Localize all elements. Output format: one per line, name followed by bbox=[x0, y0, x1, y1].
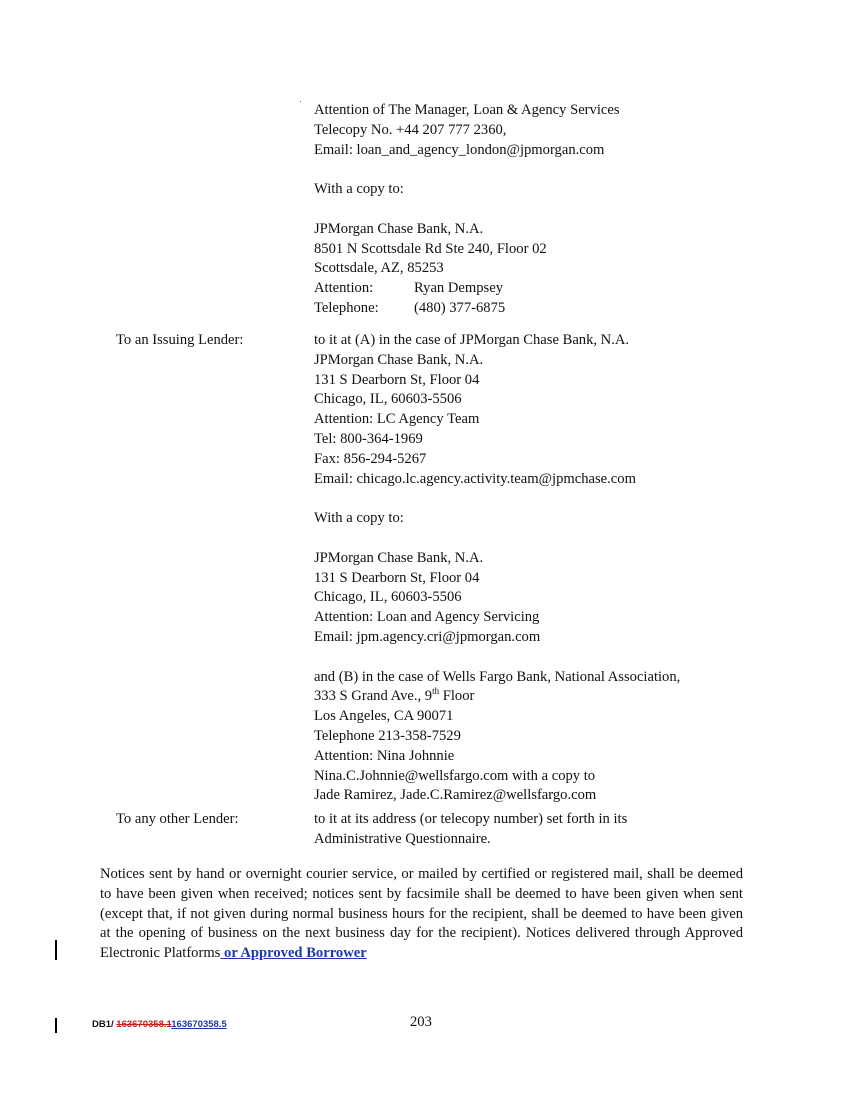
address-floor: Floor bbox=[439, 688, 475, 705]
issuing-copy-line: JPMorgan Chase Bank, N.A. bbox=[314, 549, 484, 566]
issuing-copy-line: 131 S Dearborn St, Floor 04 bbox=[314, 569, 480, 586]
agent-line: Email: loan_and_agency_london@jpmorgan.com bbox=[314, 141, 605, 158]
attention-label: Attention: bbox=[314, 280, 374, 297]
agent-copy-line: Scottsdale, AZ, 85253 bbox=[314, 260, 444, 277]
wells-fargo-line: Los Angeles, CA 90071 bbox=[314, 708, 454, 725]
agent-copy-line: 8501 N Scottsdale Rd Ste 240, Floor 02 bbox=[314, 240, 547, 257]
other-lender-line: to it at its address (or telecopy number) set forth in its bbox=[314, 811, 628, 827]
issuing-line: 131 S Dearborn St, Floor 04 bbox=[314, 371, 480, 388]
agent-address-block bbox=[314, 101, 784, 319]
wells-fargo-line: Jade Ramirez, Jade.C.Ramirez@wellsfargo.com bbox=[314, 787, 597, 804]
other-lender-label: To any other Lender: bbox=[116, 811, 239, 827]
issuing-lender-block bbox=[314, 331, 784, 806]
issuing-copy-line: Attention: Loan and Agency Servicing bbox=[314, 609, 540, 626]
issuing-lender-label: To an Issuing Lender: bbox=[116, 332, 244, 348]
issuing-line: JPMorgan Chase Bank, N.A. bbox=[314, 351, 484, 368]
wells-fargo-line: Telephone 213-358-7529 bbox=[314, 727, 461, 744]
issuing-copy-line: Email: jpm.agency.cri@jpmorgan.com bbox=[314, 628, 541, 645]
agent-line: Telecopy No. +44 207 777 2360, bbox=[314, 121, 507, 138]
issuing-line: Email: chicago.lc.agency.activity.team@jpmchase.com bbox=[314, 470, 636, 487]
issuing-line: to it at (A) in the case of JPMorgan Chase Bank, N.A. bbox=[314, 332, 630, 348]
agent-copy-to: With a copy to: bbox=[314, 181, 404, 198]
change-bar bbox=[55, 1018, 57, 1033]
address-street: 333 S Grand Ave., 9 bbox=[314, 688, 433, 705]
page-number: 203 bbox=[410, 1014, 432, 1030]
issuing-line: Attention: LC Agency Team bbox=[314, 411, 480, 428]
agent-copy-line: JPMorgan Chase Bank, N.A. bbox=[314, 220, 484, 237]
inserted-doc-id: 163670358.5 bbox=[171, 1019, 227, 1030]
inserted-text: or Approved Borrower bbox=[220, 945, 367, 962]
telephone-label: Telephone: bbox=[314, 299, 379, 316]
deleted-doc-id: 163670358.1 bbox=[116, 1019, 172, 1030]
agent-telephone-line bbox=[314, 299, 784, 319]
document-id bbox=[92, 1019, 227, 1030]
agent-attention-line bbox=[314, 279, 784, 299]
issuing-copy-to: With a copy to: bbox=[314, 510, 404, 527]
attention-value: Ryan Dempsey bbox=[414, 280, 503, 297]
other-lender-block bbox=[314, 810, 784, 850]
change-bar bbox=[55, 940, 57, 960]
agent-line: Attention of The Manager, Loan & Agency Services bbox=[314, 102, 620, 118]
wells-fargo-line: Nina.C.Johnnie@wellsfargo.com with a copy to bbox=[314, 767, 596, 784]
issuing-line: Tel: 800-364-1969 bbox=[314, 430, 423, 447]
stray-mark bbox=[300, 101, 301, 102]
wells-fargo-intro: and (B) in the case of Wells Fargo Bank, National Association, bbox=[314, 668, 681, 685]
issuing-line: Chicago, IL, 60603-5506 bbox=[314, 391, 462, 408]
wells-fargo-address bbox=[314, 687, 784, 707]
ordinal-suffix: th bbox=[432, 686, 440, 697]
issuing-copy-line: Chicago, IL, 60603-5506 bbox=[314, 589, 462, 606]
wells-fargo-line: Attention: Nina Johnnie bbox=[314, 747, 455, 764]
notice-paragraph bbox=[100, 865, 743, 964]
notice-text: Notices sent by hand or overnight courier service, or mailed by certified or registered mail, shall be deemed to have been given when received; notices sent by facsimile shall be deemed to have been given when sent (except that, if not given during normal business hours for the recipient, shall be deemed to have been given at the opening of business on the next business day for the recipient). Notices delivered through Approved Electronic Platforms bbox=[100, 866, 743, 962]
other-lender-line: Administrative Questionnaire. bbox=[314, 830, 491, 847]
issuing-line: Fax: 856-294-5267 bbox=[314, 450, 427, 467]
telephone-value: (480) 377-6875 bbox=[414, 299, 506, 316]
doc-id-prefix: DB1/ bbox=[92, 1019, 117, 1030]
